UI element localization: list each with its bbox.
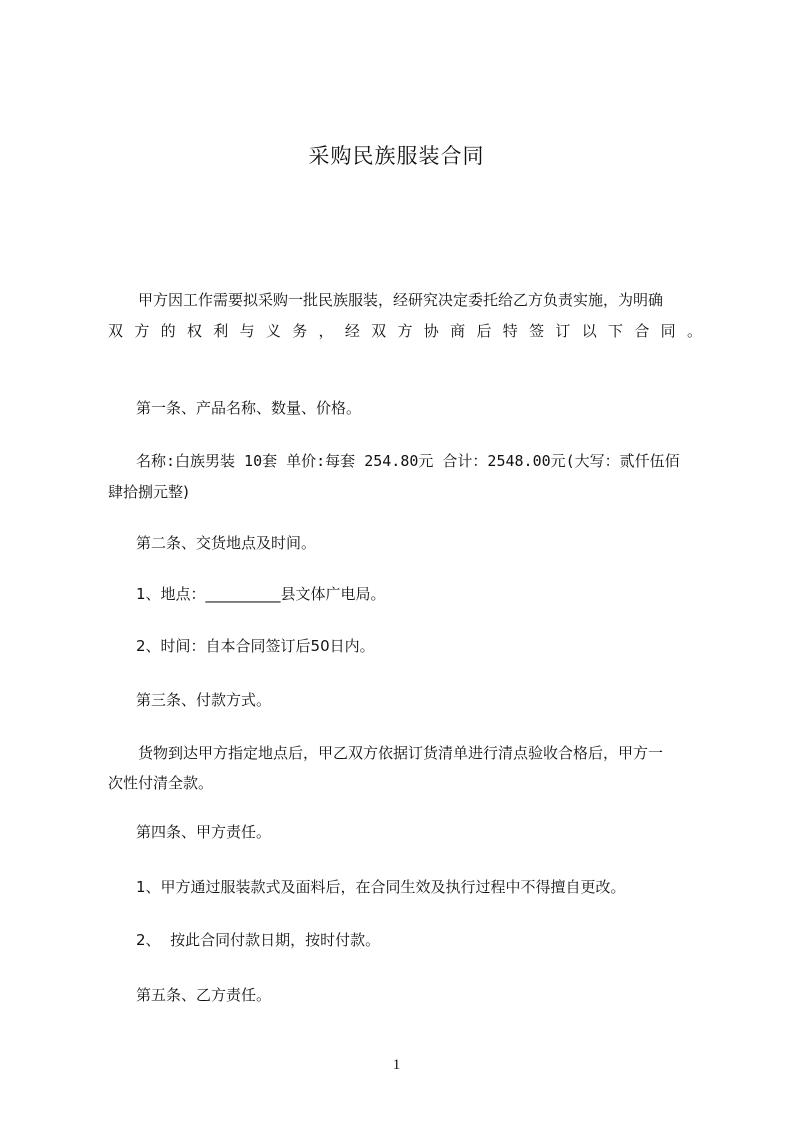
article-3-text-line-1: 货物到达甲方指定地点后，甲乙双方依据订货清单进行清点验收合格后，甲方一 [138,744,664,762]
article-2-item-1: 1、地点：__________县文体广电局。 [136,585,386,603]
article-1-detail-line-1: 名称:白族男装 10套 单价:每套 254.80元 合计：2548.00元(大写：贰仟伍佰 [136,452,680,470]
article-4-heading: 第四条、甲方责任。 [136,823,272,841]
page-number: 1 [392,1057,401,1073]
article-1-heading: 第一条、产品名称、数量、价格。 [136,399,362,417]
article-4-item-2: 2、 按此合同付款日期，按时付款。 [136,931,381,949]
intro-line-1: 甲方因工作需要拟采购一批民族服装，经研究决定委托给乙方负责实施，为明确 [138,291,664,309]
article-3-heading: 第三条、付款方式。 [136,691,272,709]
article-1-detail-line-2: 肆拾捌元整) [108,483,189,501]
article-2-item-2: 2、时间：自本合同签订后50日内。 [136,637,375,655]
article-2-heading: 第二条、交货地点及时间。 [136,534,317,552]
article-4-item-1: 1、甲方通过服装款式及面料后，在合同生效及执行过程中不得擅自更改。 [136,878,626,896]
article-5-heading: 第五条、乙方责任。 [136,986,272,1004]
article-3-text-line-2: 次性付清全款。 [108,774,214,792]
intro-line-2: 双方的权利与义务，经双方协商后特签订以下合同。 [108,322,702,340]
page-title: 采购民族服装合同 [308,144,485,168]
